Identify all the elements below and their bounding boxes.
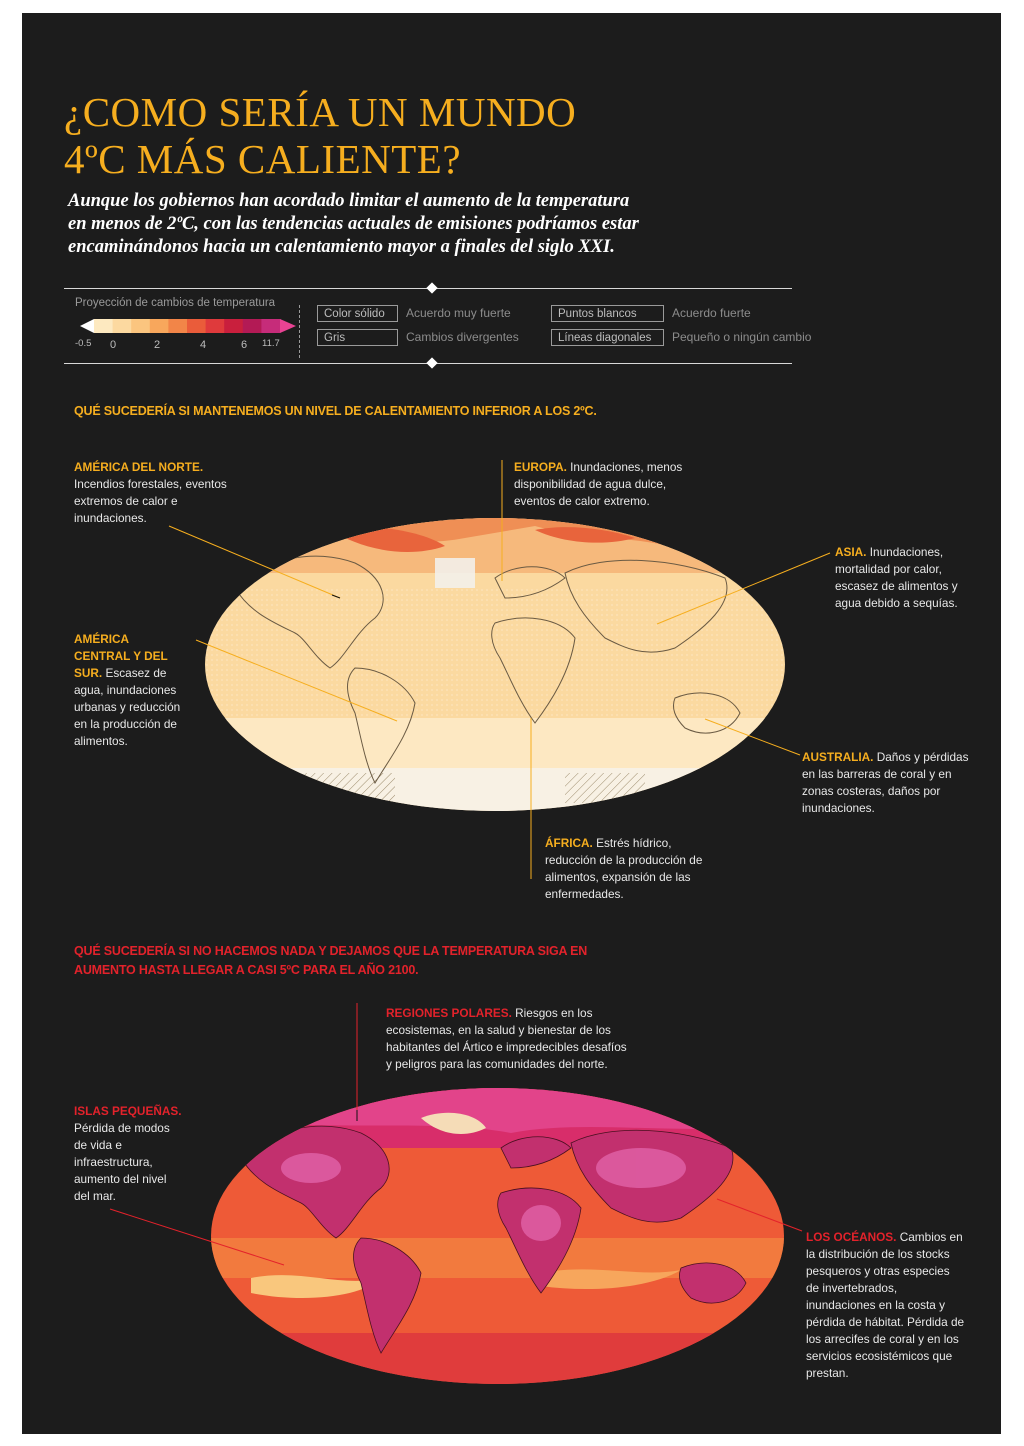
note-oceans bbox=[806, 1229, 964, 1382]
legend-separator bbox=[299, 305, 300, 358]
page-title bbox=[64, 89, 764, 183]
note-line: prestan. bbox=[806, 1366, 849, 1380]
scale-cell bbox=[168, 319, 187, 333]
note-line: escasez de alimentos y bbox=[835, 579, 958, 593]
note-line: alimentos. bbox=[74, 734, 128, 748]
note-line: Incendios forestales, eventos bbox=[74, 477, 227, 491]
note-line: y peligros para las comunidades del norte. bbox=[386, 1057, 608, 1071]
map-high-warming-graphic bbox=[211, 1088, 784, 1384]
note-line: de invertebrados, bbox=[806, 1281, 898, 1295]
infographic-panel bbox=[22, 13, 1001, 1434]
note-line: inundaciones. bbox=[802, 801, 875, 815]
note-north-america bbox=[74, 459, 227, 527]
tick-max: 11.7 bbox=[262, 338, 280, 349]
scale-cell bbox=[243, 319, 262, 333]
key-gray-desc: Cambios divergentes bbox=[406, 330, 519, 344]
map-low-warming-graphic bbox=[205, 518, 785, 811]
note-line: inundaciones en la costa y bbox=[806, 1298, 946, 1312]
note-line: Cambios en bbox=[896, 1230, 963, 1244]
note-line: en la producción de bbox=[74, 717, 177, 731]
note-australia-label: AUSTRALIA. bbox=[802, 750, 874, 764]
scale-cell bbox=[113, 319, 132, 333]
note-polar-regions bbox=[386, 1005, 627, 1073]
note-line: aumento del nivel bbox=[74, 1172, 167, 1186]
key-diagonal-lines: Líneas diagonales bbox=[551, 329, 664, 346]
title-line-2: 4ºC MÁS CALIENTE? bbox=[64, 136, 462, 182]
note-line: agua debido a sequías. bbox=[835, 596, 958, 610]
note-line: Inundaciones, menos bbox=[566, 460, 683, 474]
key-white-dots: Puntos blancos bbox=[551, 305, 664, 322]
map-low-warming bbox=[205, 518, 785, 811]
tick-min: -0.5 bbox=[75, 338, 92, 349]
note-line: enfermedades. bbox=[545, 887, 624, 901]
tick-2: 2 bbox=[154, 339, 161, 351]
note-line: Daños y pérdidas bbox=[873, 750, 969, 764]
note-asia bbox=[835, 544, 958, 612]
note-south-america-label: AMÉRICA bbox=[74, 632, 130, 646]
legend-title: Proyección de cambios de temperatura bbox=[75, 297, 276, 309]
note-oceans-label: LOS OCÉANOS. bbox=[806, 1230, 897, 1244]
note-line: en las barreras de coral y en bbox=[802, 767, 952, 781]
note-europe-label: EUROPA. bbox=[514, 460, 567, 474]
key-diagonal-lines-desc: Pequeño o ningún cambio bbox=[672, 330, 812, 344]
note-line: Estrés hídrico, bbox=[592, 836, 672, 850]
key-gray: Gris bbox=[317, 329, 398, 346]
note-south-america bbox=[74, 631, 180, 750]
note-line: los arrecifes de coral y en los bbox=[806, 1332, 959, 1346]
scale-cell bbox=[206, 319, 225, 333]
note-polar-label: REGIONES POLARES. bbox=[386, 1006, 512, 1020]
scenario-low-heading: QUÉ SUCEDERÍA SI MANTENEMOS UN NIVEL DE CALENTAMIENTO INFERIOR A LOS 2ºC. bbox=[74, 404, 597, 418]
note-line: disponibilidad de agua dulce, bbox=[514, 477, 667, 491]
note-south-america-label: CENTRAL Y DEL bbox=[74, 649, 168, 663]
scale-cells bbox=[80, 319, 296, 333]
note-africa bbox=[545, 835, 702, 903]
note-line: agua, inundaciones bbox=[74, 683, 177, 697]
note-line: reducción de la producción de bbox=[545, 853, 703, 867]
key-solid-color-desc: Acuerdo muy fuerte bbox=[406, 306, 511, 320]
note-line: Riesgos en los bbox=[511, 1006, 593, 1020]
note-line: Pérdida de modos bbox=[74, 1121, 170, 1135]
note-islands-label: ISLAS PEQUEÑAS. bbox=[74, 1104, 182, 1118]
divider-diamond-top bbox=[426, 282, 437, 293]
subtitle-line-2: en menos de 2ºC, con las tendencias actuales de emisiones podríamos estar bbox=[68, 214, 639, 234]
temperature-scale bbox=[80, 315, 300, 339]
note-line: pérdida de hábitat. Pérdida de bbox=[806, 1315, 965, 1329]
subtitle-line-3: encaminándonos hacia un calentamiento mayor a finales del siglo XXI. bbox=[68, 237, 615, 257]
scenario-high-heading-line-1: QUÉ SUCEDERÍA SI NO HACEMOS NADA Y DEJAMOS QUE LA TEMPERATURA SIGA EN bbox=[74, 944, 588, 958]
title-line-1: ¿COMO SERÍA UN MUNDO bbox=[64, 89, 577, 135]
scale-arrow-right bbox=[280, 319, 296, 333]
note-africa-label: ÁFRICA. bbox=[545, 836, 593, 850]
note-line: servicios ecosistémicos que bbox=[806, 1349, 953, 1363]
tick-0: 0 bbox=[110, 339, 117, 351]
key-solid-color: Color sólido bbox=[317, 305, 398, 322]
note-australia bbox=[802, 749, 969, 817]
scale-arrow-left bbox=[80, 319, 94, 333]
note-line: zonas costeras, daños por bbox=[802, 784, 941, 798]
scale-cell bbox=[150, 319, 169, 333]
map-high-warming bbox=[211, 1088, 784, 1384]
note-line: del mar. bbox=[74, 1189, 116, 1203]
scenario-high-heading bbox=[74, 942, 587, 980]
subtitle bbox=[68, 190, 798, 259]
subtitle-line-1: Aunque los gobiernos han acordado limitar el aumento de la temperatura bbox=[68, 191, 630, 211]
tick-4: 4 bbox=[200, 339, 207, 351]
note-line: infraestructura, bbox=[74, 1155, 153, 1169]
note-small-islands bbox=[74, 1103, 182, 1205]
note-line: urbanas y reducción bbox=[74, 700, 181, 714]
scale-cell bbox=[261, 319, 280, 333]
note-line: ecosistemas, en la salud y bienestar de los bbox=[386, 1023, 611, 1037]
note-line: inundaciones. bbox=[74, 511, 147, 525]
note-line: pesqueros y otras especies bbox=[806, 1264, 950, 1278]
scale-cell bbox=[224, 319, 243, 333]
note-south-america-label: SUR. bbox=[74, 666, 103, 680]
note-line: alimentos, expansión de las bbox=[545, 870, 691, 884]
divider-diamond-bottom bbox=[426, 357, 437, 368]
note-europe bbox=[514, 459, 682, 510]
note-line: Escasez de bbox=[102, 666, 167, 680]
scale-cell bbox=[94, 319, 113, 333]
note-line: extremos de calor e bbox=[74, 494, 178, 508]
scale-cell bbox=[187, 319, 206, 333]
note-line: de vida e bbox=[74, 1138, 122, 1152]
note-line: mortalidad por calor, bbox=[835, 562, 942, 576]
note-line: eventos de calor extremo. bbox=[514, 494, 650, 508]
key-white-dots-desc: Acuerdo fuerte bbox=[672, 306, 751, 320]
note-north-america-label: AMÉRICA DEL NORTE. bbox=[74, 460, 204, 474]
note-line: la distribución de los stocks bbox=[806, 1247, 950, 1261]
scenario-high-heading-line-2: AUMENTO HASTA LLEGAR A CASI 5ºC PARA EL AÑO 2100. bbox=[74, 963, 419, 977]
note-line: Inundaciones, bbox=[866, 545, 944, 559]
tick-6: 6 bbox=[241, 339, 248, 351]
note-line: habitantes del Ártico e impredecibles desafíos bbox=[386, 1040, 627, 1054]
scale-cell bbox=[131, 319, 150, 333]
note-asia-label: ASIA. bbox=[835, 545, 867, 559]
